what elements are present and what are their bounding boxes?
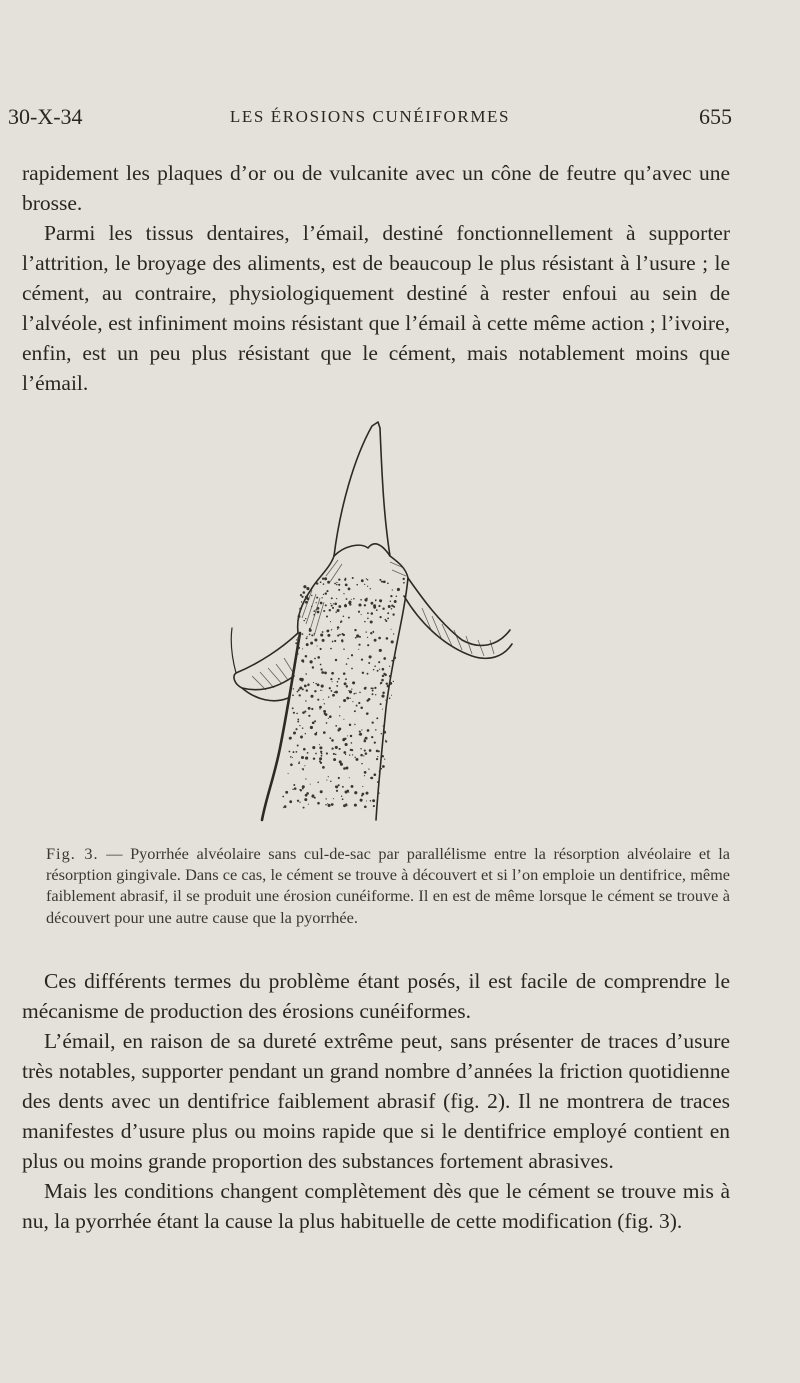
bone-stipple: [282, 577, 405, 809]
figure-label: Fig. 3.: [46, 844, 99, 863]
header-date: 30-X-34: [8, 104, 83, 129]
running-header: [8, 104, 732, 138]
paragraph: Ces différents termes du problème étant posés, il est facile de comprendre le mécanisme de production des érosions cunéiformes.: [22, 969, 730, 1023]
text-block-bottom: [22, 966, 730, 1236]
figure-tooth-illustration: [222, 418, 522, 828]
text-block-top: [22, 158, 730, 398]
paragraph: Mais les conditions changent complètement dès que le cément se trouve mis à nu, la pyorrhée étant la cause la plus habituelle de cette modification (fig. 3).: [22, 1179, 730, 1233]
figure-caption: [46, 843, 730, 928]
paragraph: L’émail, en raison de sa dureté extrême peut, sans présenter de traces d’usure très notables, supporter pendant un grand nombre d’années la friction quotidienne des dents avec un dentifrice faiblement abrasif (fig. 2). Il ne montrera de traces manifestes d’usure plus ou moins rapide que si le dentifrice employé contient en plus ou moins grande proportion des substances fortement abrasives.: [22, 1029, 730, 1173]
header-title: LES ÉROSIONS CUNÉIFORMES: [229, 107, 511, 126]
figure-caption-text: — Pyorrhée alvéolaire sans cul-de-sac par parallélisme entre la résorption alvéolaire et la résorption gingivale. Dans ce cas, le cément se trouve à découvert et si l’on emploie un dentifrice, même faiblement abrasif, il se produit une érosion cunéiforme. Il en est de même lorsque le cément se trouve à découvert pour une autre cause que la pyorrhée.: [46, 844, 730, 927]
paragraph: Parmi les tissus dentaires, l’émail, destiné fonctionnellement à supporter l’attrition, le broyage des aliments, est de beaucoup le plus résistant à l’usure ; le cément, au contraire, physiologiquement destiné à rester enfoui au sein de l’alvéole, est infiniment moins résistant que l’émail à cette même action ; l’ivoire, enfin, est un peu plus résistant que le cément, mais notablement moins que l’émail.: [22, 221, 730, 395]
paragraph-continuation: rapidement les plaques d’or ou de vulcanite avec un cône de feutre qu’avec une brosse.: [22, 161, 730, 215]
tooth-section-drawing: [222, 418, 522, 828]
page-number: 655: [699, 104, 732, 129]
